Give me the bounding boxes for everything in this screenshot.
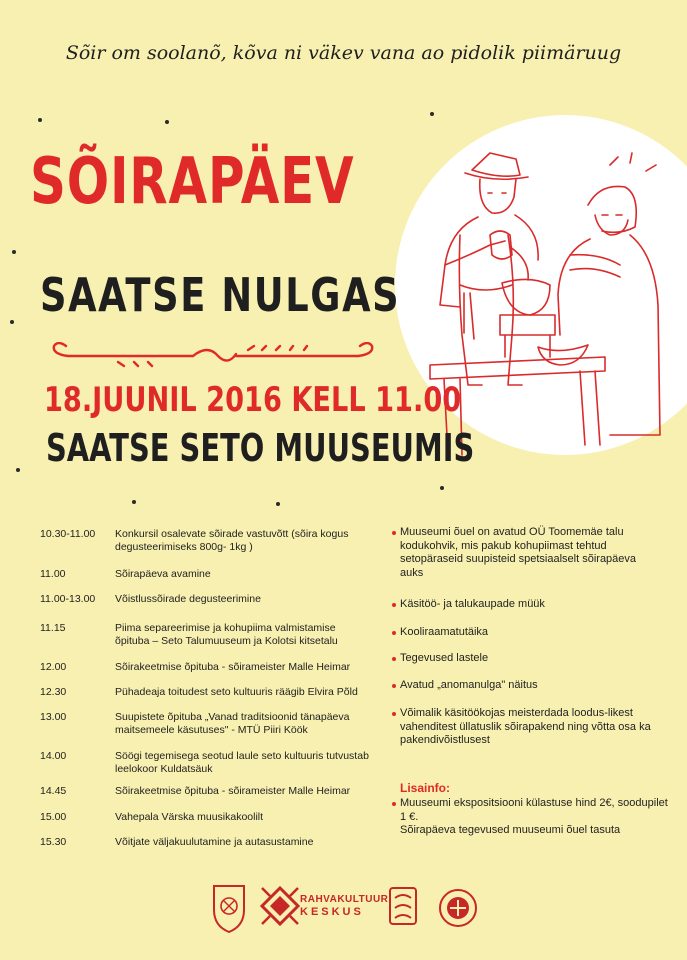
activity-item [392,679,662,707]
schedule-row [40,785,370,811]
decor-dot [38,118,42,122]
schedule-time: 14.00 [40,750,67,762]
schedule-time: 13.00 [40,711,67,723]
decor-dot [165,120,169,124]
schedule-row [40,750,370,785]
rahvakultuuri-keskus-logo-text [300,894,392,918]
event-date-time: 18.JUUNIL 2016 KELL 11.00 [44,380,462,420]
schedule-time: 12.30 [40,686,67,698]
event-title: SÕIRAPÄEV [30,145,355,219]
schedule-time: 10.30-11.00 [40,528,96,540]
schedule-row [40,568,370,593]
schedule-desc: Söögi tegemisega seotud laule seto kultuuris tutvustab leelokoor Kuldatsäuk [115,750,369,775]
info-item [392,797,672,824]
activity-item [392,598,662,626]
bullet-icon [392,712,396,716]
schedule-time: 11.00 [40,568,66,580]
info-free-text: Sõirapäeva tegevused muuseumi õuel tasuta [400,824,621,836]
schedule-desc: Võistlussõirade degusteerimine [115,593,261,605]
decor-dot [132,500,136,504]
activity-text: Käsitöö- ja talukaupade müük [400,598,545,610]
info-price-text: Muuseumi ekspositsiooni külastuse hind 2€, soodupilet 1 €. [400,797,668,823]
activity-item [392,526,662,598]
seto-talu-logo-icon [390,888,416,924]
info-block [392,797,672,838]
coat-of-arms-icon [214,886,244,932]
schedule-desc: Piima separeerimise ja kohupiima valmistamise õpituba – Seto Talumuuseum ja Kolotsi kitsetalu [115,622,338,647]
schedule-desc: Pühadeaja toitudest seto kultuuris räägib Elvira Põld [115,686,358,698]
ornament-flourish-icon [48,342,378,368]
decor-dot [10,320,14,324]
schedule-row [40,686,370,711]
decor-dot [12,250,16,254]
bullet-icon [392,531,396,535]
schedule-row [40,528,370,568]
schedule-time: 14.45 [40,785,67,797]
schedule-time: 11.15 [40,622,66,634]
schedule-desc: Vahepala Värska muusikakoolilt [115,811,264,823]
schedule-row [40,593,370,622]
activity-text: Võimalik käsitöökojas meisterdada loodus-likest vahenditest üllatuslik sõirapakend ning võtta osa ka pakendivõistlusest [400,707,651,746]
activity-text: Muuseumi õuel on avatud OÜ Toomemäe talu kodukohvik, mis pakub kohupiimast tehtud setopäraseid suupisteid spetsiaalselt sõirapäeva auks [400,526,637,579]
activity-item [392,707,662,748]
schedule-row [40,622,370,661]
schedule-desc: Sõirakeetmise õpituba - sõirameister Malle Heimar [115,661,351,673]
rahvakultuuri-symbol-icon [262,888,298,924]
activity-text: Kooliraamatutäika [400,626,489,638]
activity-item [392,626,662,652]
activity-item [392,652,662,679]
schedule-time: 15.00 [40,811,67,823]
bullet-icon [392,603,396,607]
activity-text: Avatud „anomanulga" näitus [400,679,538,691]
decor-dot [16,468,20,472]
bullet-icon [392,684,396,688]
schedule-row [40,711,370,750]
bullet-icon [392,631,396,635]
tagline: Sõir om soolanõ, kõva ni väkev vana ao pidolik piimäruug [65,42,622,64]
schedule-time: 11.00-13.00 [40,593,96,605]
info-heading: Lisainfo: [400,781,450,795]
schedule-row [40,836,370,856]
schedule-list [40,528,370,856]
saatse-museum-badge-icon [440,890,476,926]
event-venue: SAATSE SETO MUUSEUMIS [46,426,475,470]
activity-text: Tegevused lastele [400,652,489,664]
schedule-desc: Konkursil osalevate sõirade vastuvõtt (sõira kogus degusteerimiseks 800g- 1kg ) [115,528,349,553]
schedule-time: 12.00 [40,661,67,673]
logo-text-line2: KESKUS [300,906,364,918]
logo-text-line1: RAHVAKULTUURI [300,894,392,905]
decor-dot [276,502,280,506]
bullet-icon [392,802,396,806]
bullet-icon [392,657,396,661]
activities-list [392,526,662,748]
decor-dot [440,486,444,490]
schedule-desc: Sõirakeetmise õpituba - sõirameister Malle Heimar [115,785,351,797]
schedule-row [40,811,370,836]
schedule-desc: Võitjate väljakuulutamine ja autasustamine [115,836,314,848]
schedule-time: 15.30 [40,836,67,848]
schedule-desc: Sõirapäeva avamine [115,568,211,580]
schedule-row [40,661,370,686]
decor-dot [430,112,434,116]
event-subtitle: SAATSE NULGAS [40,268,401,322]
schedule-desc: Suupistete õpituba „Vanad traditsioonid tänapäeva maitsemeele käsutuses" - MTÜ Piiri Köök [115,711,350,736]
